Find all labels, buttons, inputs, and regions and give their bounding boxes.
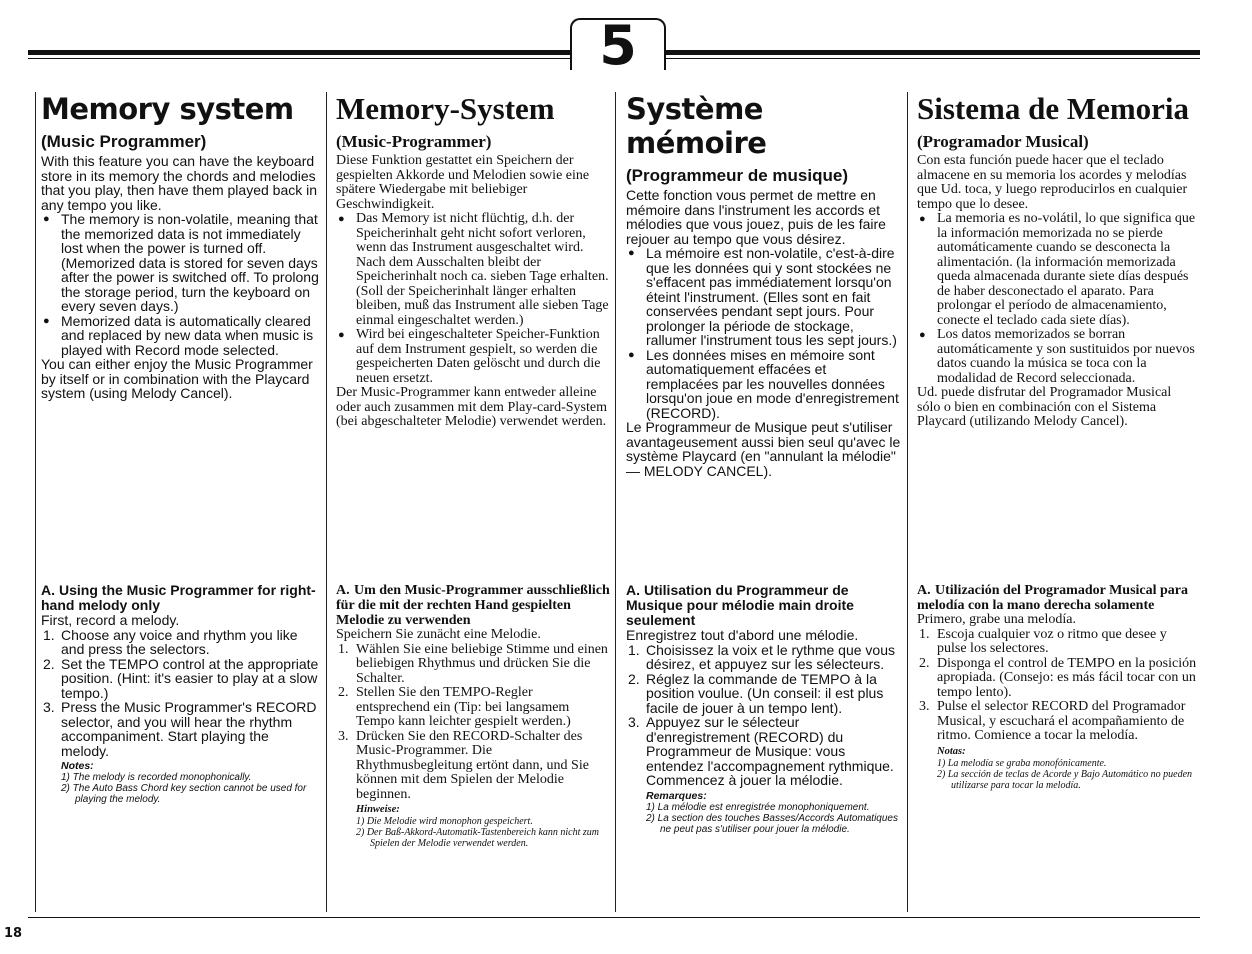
section-label: A. (336, 583, 350, 598)
step-item: 1. Choose any voice and rhythm you like and press the selectors. (43, 626, 298, 657)
column-title: Memory-System (336, 91, 555, 126)
section-intro: Speichern Sie zunächt eine Melodie. (336, 627, 541, 642)
section-intro: Enregistrez tout d'abord une mélodie. (626, 627, 859, 643)
column-divider (907, 92, 908, 912)
note-item: 1) The melody is recorded monophonically. (61, 772, 252, 783)
step-item: 2. Réglez la commande de TEMPO à la position voulue. (Un conseil: il est plus facile de jouer à un tempo lent). (628, 670, 884, 716)
intro-paragraph: With this feature you can have the keyboard store in its memory the chords and melodies that you play, then have them played back in any tempo you like. (41, 153, 318, 213)
step-item: 2. Disponga el control de TEMPO en la posición apropiada. (Consejo: es más fácil tocar con un tempo lento). (919, 655, 1197, 700)
section-title: Utilización del Programador Musical para melodía con la mano derecha solamente (917, 583, 1189, 613)
outro-paragraph: Ud. puede disfrutar del Programador Musical sólo o bien en combinación con el Sistema Playcard (utilizando Melody Cancel). (917, 385, 1172, 429)
step-item: 3. Press the Music Programmer's RECORD selector, and you will hear the rhythm accompaniment. Start playing the melody. (43, 699, 317, 759)
note-item: 1) La melodía se graba monofónicamente. (937, 757, 1107, 769)
bullet-item: ● Los datos memorizados se borran automáticamente y son sustituidos por nuevos datos cuando la música se toca con la modalidad de Record seleccionada. (917, 328, 1197, 386)
intro-paragraph: Diese Funktion gestattet ein Speichern der gespielten Akkorde und Melodien sowie eine spätere Wiedergabe mit beliebiger Geschwindigkeit. (336, 153, 590, 212)
chapter-tab (570, 14, 666, 77)
notes-heading: Notas: (937, 745, 966, 757)
column-french (626, 92, 902, 478)
section-label: A. (626, 582, 640, 598)
bullet-item: ● Wird bei eingeschalteter Speicher-Funktion auf dem Instrument gespielt, so werden die gespeicherten Daten gelöscht und durch die neuen ersetzt. (336, 328, 610, 386)
bullet-item: ● La mémoire est non-volatile, c'est-à-dire que les données qui y sont stockées ne s'effacent pas immédiatement lorsqu'on éteint l'instrument. (Elles sont en fait conservées pendant sept jours. Pour prolonger la période de stockage, rallumer l'instrument tous les sept jours.) (626, 246, 902, 348)
step-item: 1. Escoja cualquier voz o ritmo que desee y pulse los selectores. (919, 626, 1167, 656)
notes-heading: Hinweise: (356, 804, 400, 815)
outro-paragraph: You can either enjoy the Music Programmer by itself or in combination with the Playcard system (using Melody Cancel). (41, 356, 313, 401)
section-title: Um den Music-Programmer ausschließlich für die mit der rechten Hand gespielten Melodie zu verwenden (336, 583, 610, 628)
column-german (336, 92, 610, 430)
step-item: 2. Set the TEMPO control at the appropriate position. (Hint: it's easier to play at a slow tempo.) (43, 655, 319, 701)
column-english (41, 92, 319, 401)
column-spanish (917, 92, 1197, 430)
bullet-item: ● Memorized data is automatically cleared and replaced by new data when music is played with Record mode selected. (41, 314, 319, 358)
section-heading (336, 583, 610, 628)
section-a-german (336, 583, 610, 849)
section-intro: Primero, grabe una melodía. (917, 612, 1077, 627)
section-heading (41, 583, 319, 613)
step-item: 1. Wählen Sie eine beliebige Stimme und einen beliebigen Rhythmus und drücken Sie die Schalter. (338, 641, 608, 686)
section-heading (917, 583, 1197, 613)
section-a-english (41, 583, 319, 805)
notes-heading: Remarques: (646, 789, 707, 802)
notes-heading: Notes: (61, 760, 94, 772)
column-divider (35, 92, 36, 912)
note-item: 1) Die Melodie wird monophon gespeichert. (356, 816, 533, 827)
step-item: 1. Choisissez la voix et le rythme que vous désirez, et appuyez sur les sélecteurs. (628, 641, 895, 672)
note-item: 2) La sección de teclas de Acorde y Bajo Automático no pueden utilizarse para tocar la melodía. (937, 768, 1193, 791)
chapter-number: 5 (599, 14, 637, 77)
column-title: Sistema de Memoria (917, 91, 1190, 126)
section-a-spanish (917, 583, 1197, 791)
column-subtitle: (Music Programmer) (41, 132, 207, 151)
bullet-item: ● La memoria es no-volátil, lo que significa que la información memorizada no se pierde automáticamente cuando se desconecta la alimentación. (la información memorizada queda almacenada durante siete días después de haber desconectado el aparato. Para prolongar el período de almacenamiento, conecte el teclado cada siete días). (917, 212, 1197, 328)
intro-paragraph: Con esta función puede hacer que el teclado almacene en su memoria los acordes y melodías que Ud. toca, y luego reproducirlos en cualquier tempo que lo desee. (917, 153, 1188, 212)
column-subtitle: (Programmeur de musique) (626, 166, 848, 185)
note-item: 1) La mélodie est enregistrée monophoniquement. (646, 801, 870, 813)
bullet-item: ● Les données mises en mémoire sont automatiquement effacées et remplacées par les nouvelles données lorsqu'on joue en mode d'enregistrement (RECORD). (626, 348, 902, 421)
column-subtitle: (Music-Programmer) (336, 132, 492, 151)
note-item: 2) Der Baß-Akkord-Automatik-Tastenbereich kann nicht zum Spielen der Melodie verwendet werden. (356, 827, 600, 849)
column-title: Système mémoire (626, 92, 767, 160)
section-label: A. (917, 583, 931, 598)
step-item: 2. Stellen Sie den TEMPO-Regler entsprechend ein (Tip: bei langsamem Tempo kann leichter gespielt werden.) (338, 685, 571, 729)
section-a-french (626, 583, 902, 835)
step-item: 3. Drücken Sie den RECORD-Schalter des Music-Programmer. Die Rhythmusbegleitung ertönt dann, und Sie können mit dem Spielen der Melodie beginnen. (338, 728, 589, 802)
section-heading (626, 583, 902, 628)
column-divider (615, 92, 616, 912)
note-item: 2) The Auto Bass Chord key section cannot be used for playing the melody. (61, 783, 307, 805)
bullet-item: ● The memory is non-volatile, meaning that the memorized data is not immediately lost when the power is turned off. (Memorized data is stored for seven days after the power is switched off. To prolong the storage period, turn the keyboard on every seven days.) (41, 212, 319, 314)
section-title: Using the Music Programmer for right-hand melody only (41, 582, 316, 613)
section-label: A. (41, 582, 55, 598)
column-divider (326, 92, 327, 912)
section-intro: First, record a melody. (41, 612, 180, 628)
column-title: Memory system (41, 92, 294, 126)
outro-paragraph: Der Music-Programmer kann entweder alleine oder auch zusammen mit dem Play-card-System (bei abgeschalteter Melodie) verwendet werden. (336, 385, 607, 429)
outro-paragraph: Le Programmeur de Musique peut s'utiliser avantageusement aussi bien seul qu'avec le système Playcard (en "annulant la mélodie" — MELODY CANCEL). (626, 419, 901, 479)
note-item: 2) La section des touches Basses/Accords Automatiques ne peut pas s'utiliser pour jouer la mélodie. (646, 812, 898, 835)
page-number: 18 (4, 926, 23, 941)
column-subtitle: (Programador Musical) (917, 132, 1089, 151)
step-item: 3. Pulse el selector RECORD del Programador Musical, y escuchará el acompañamiento de ritmo. Comience a tocar la melodía. (919, 699, 1186, 743)
section-title: Utilisation du Programmeur de Musique pour mélodie main droite seulement (626, 582, 854, 628)
intro-paragraph: Cette fonction vous permet de mettre en mémoire dans l'instrument les accords et mélodies que vous jouez, puis de les faire rejouer au tempo que vous désirez. (626, 187, 886, 247)
bottom-rule (28, 917, 1200, 918)
bullet-item: ● Das Memory ist nicht flüchtig, d.h. der Speicherinhalt geht nicht sofort verloren, wenn das Instrument ausgeschaltet wird. Nach dem Ausschalten bleibt der Speicherinhalt noch ca. sieben Tage erhalten. (Soll der Speicherinhalt länger erhalten bleiben, muß das Instrument alle sieben Tage einmal eingeschaltet werden.) (336, 212, 610, 328)
step-item: 3. Appuyez sur le sélecteur d'enregistrement (RECORD) du Programmeur de Musique: vous entendez l'accompagnement rythmique. Commencez à jouer la mélodie. (628, 714, 894, 788)
